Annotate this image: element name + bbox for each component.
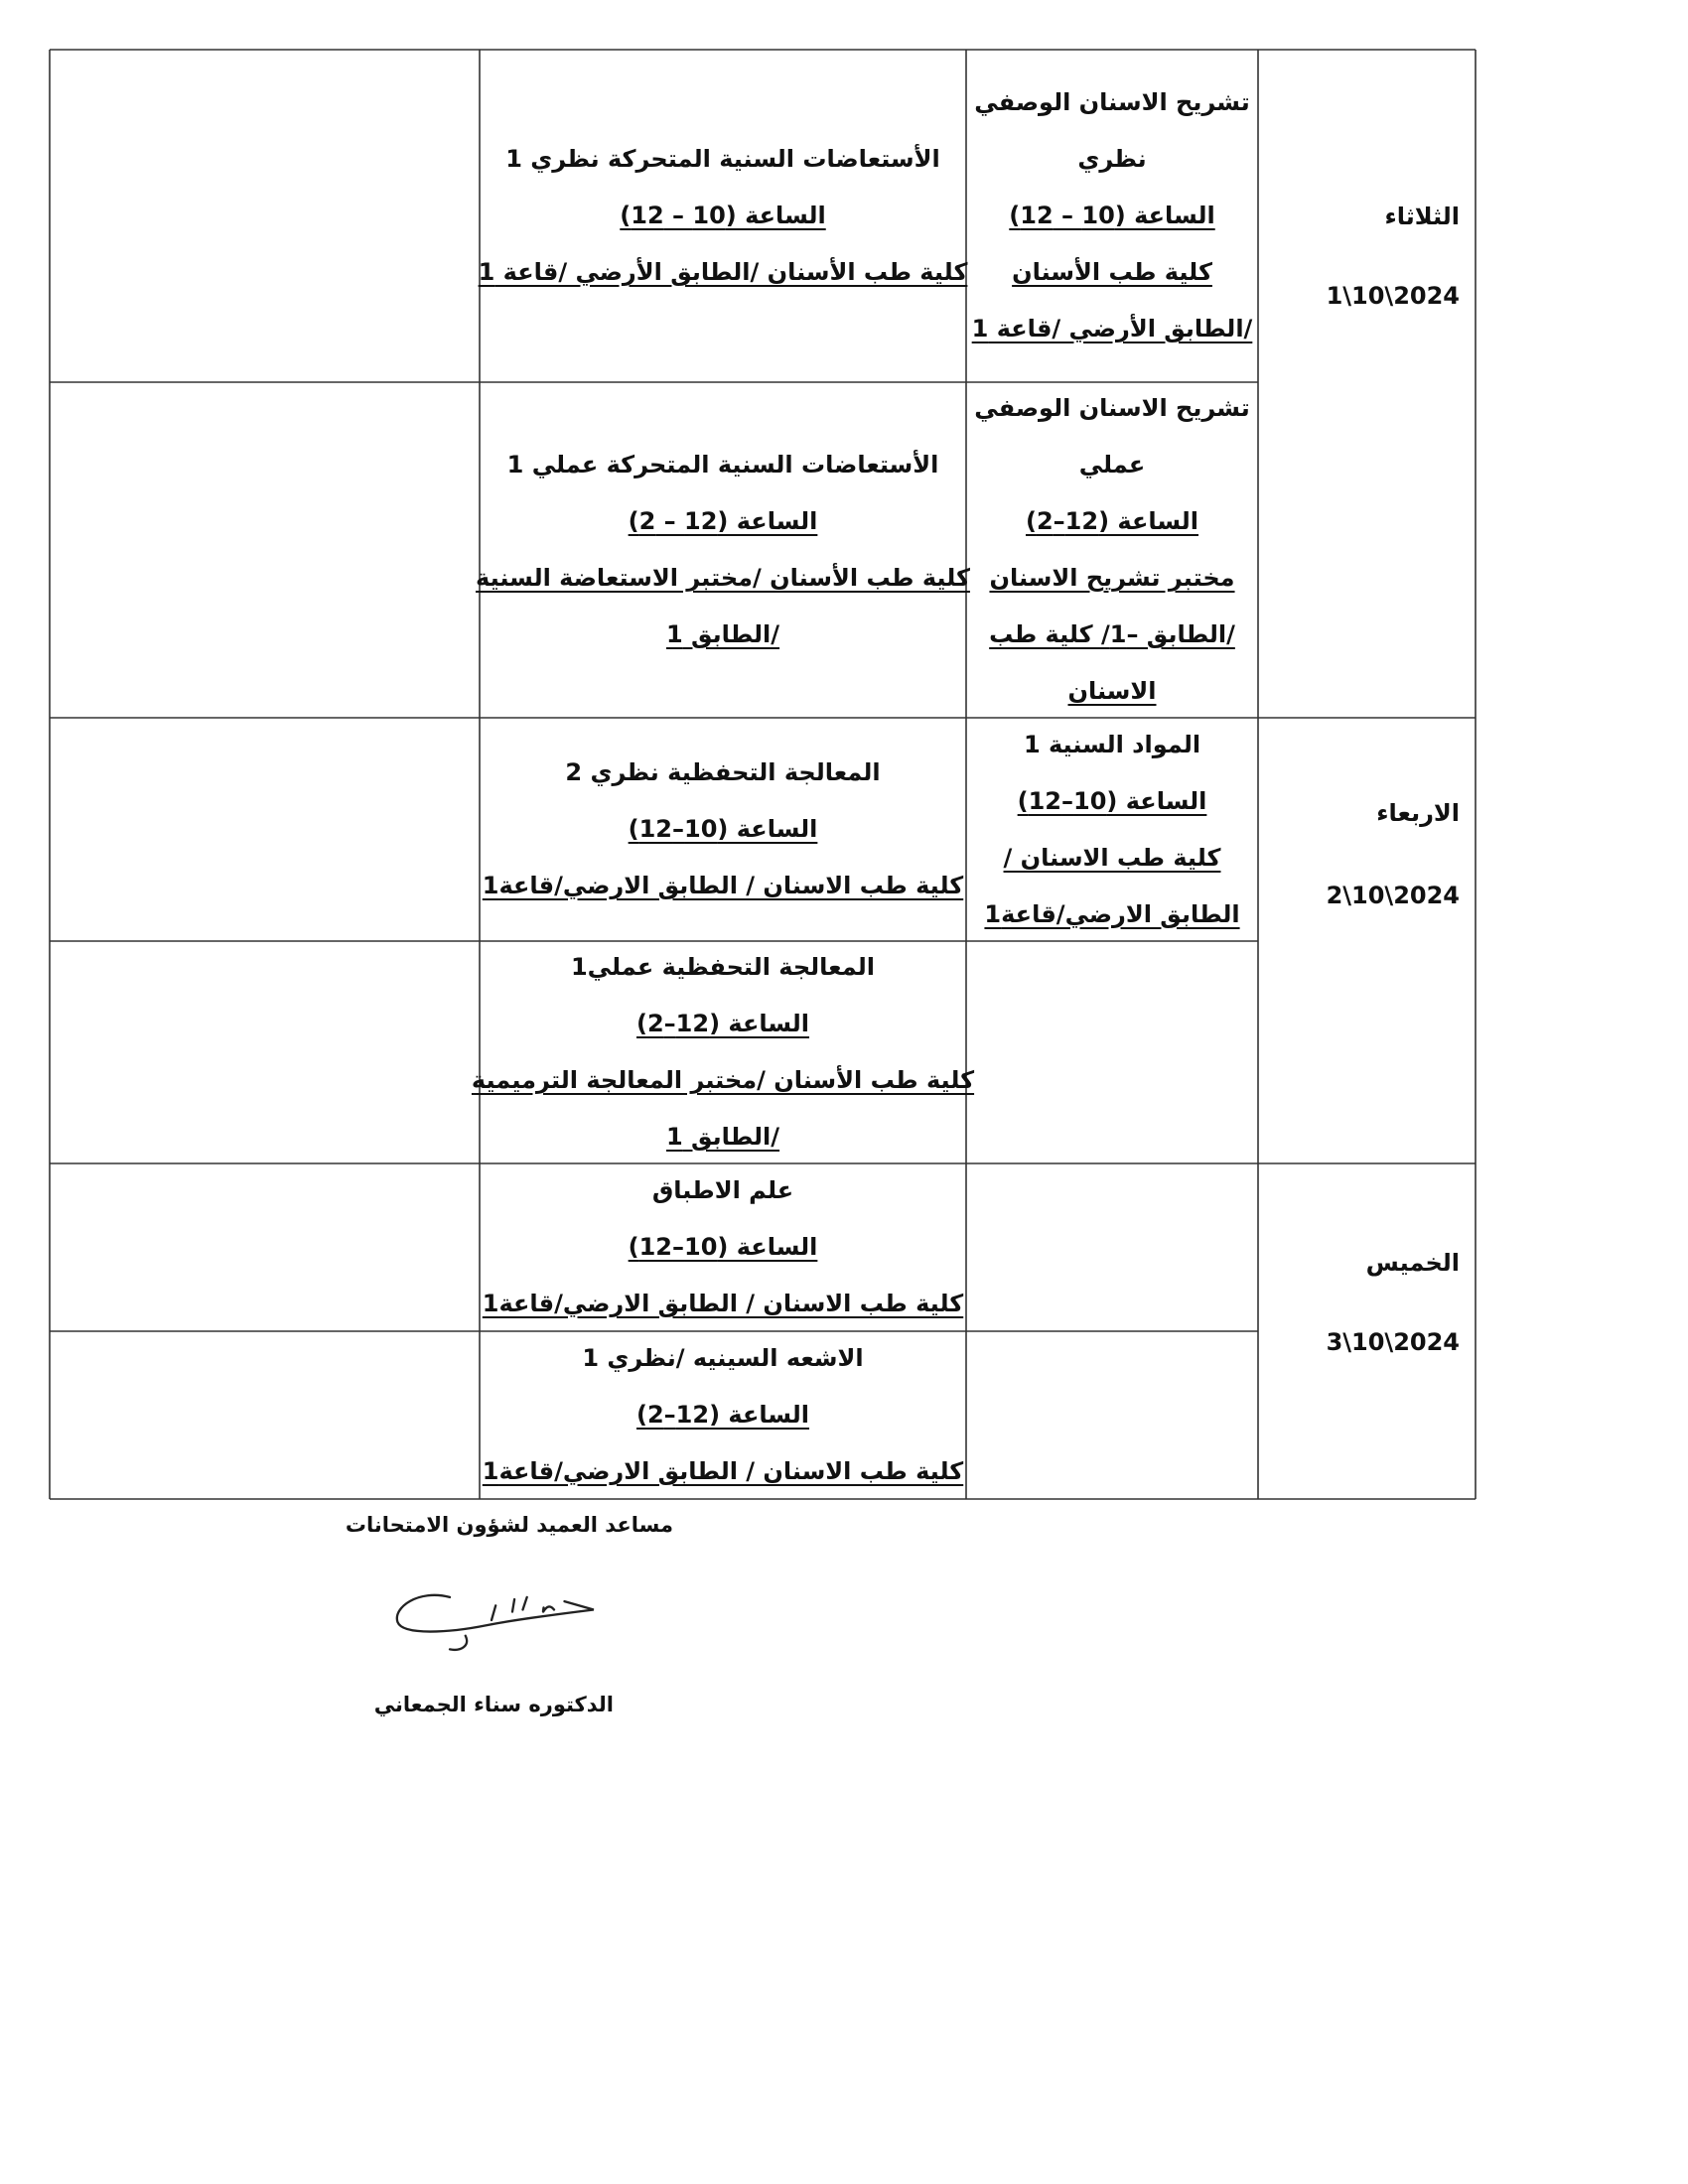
session-title: الأستعاضات السنية المتحركة نظري 1	[505, 145, 940, 173]
session-location: /الطابق 1	[665, 1123, 780, 1151]
day-date: 2\10\2024	[1326, 882, 1460, 909]
session-time: الساعة (10 – 12)	[1009, 202, 1215, 229]
session-location: الاسنان	[1067, 677, 1157, 705]
session-location: كلية طب الاسنان / الطابق الارضي/قاعة1	[482, 1457, 964, 1485]
session-location: كلية طب الاسنان / الطابق الارضي/قاعة1	[482, 872, 964, 899]
session-location: الطابق الارضي/قاعة1	[984, 899, 1240, 928]
footer-title: مساعد العميد لشؤون الامتحانات	[345, 1513, 673, 1537]
session-location: كلية طب الاسنان / الطابق الارضي/قاعة1	[482, 1290, 964, 1317]
day-name: الاربعاء	[1376, 799, 1460, 827]
session-cell	[480, 50, 966, 382]
session-title: تشريح الاسنان الوصفي	[974, 394, 1250, 422]
session-cell	[966, 382, 1258, 718]
session-location: كلية طب الأسنان /مختبر الاستعاضة السنية	[476, 564, 970, 592]
session-title: تشريح الاسنان الوصفي	[974, 88, 1250, 116]
footer-name: الدكتوره سناء الجمعاني	[373, 1693, 614, 1716]
session-location: كلية طب الأسنان /مختبر المعالجة الترميمية	[471, 1066, 975, 1094]
session-title: الأستعاضات السنية المتحركة عملي 1	[506, 451, 939, 478]
session-type: عملي	[1078, 451, 1146, 478]
session-location: كلية طب الأسنان /الطابق الأرضي /قاعة 1	[478, 258, 968, 286]
session-title: المعالجة التحفظية عملي1	[570, 953, 876, 981]
session-cell	[471, 941, 975, 1163]
session-cell	[966, 50, 1258, 382]
session-location: /الطابق الأرضي /قاعة 1	[971, 315, 1253, 342]
session-location: /الطابق –1/ كلية طب	[989, 620, 1235, 648]
session-cell	[480, 718, 966, 941]
session-location: كلية طب الاسنان /	[1003, 843, 1221, 872]
session-title: المعالجة التحفظية نظري 2	[565, 758, 881, 786]
session-title: علم الاطباق	[651, 1176, 794, 1204]
session-time: الساعة (12–2)	[635, 1010, 810, 1037]
session-time: الساعة (10–12)	[1017, 786, 1207, 815]
session-time: الساعة (12–2)	[635, 1401, 810, 1429]
session-cell	[966, 718, 1258, 941]
session-cell	[480, 1163, 966, 1331]
day-name: الثلاثاء	[1384, 203, 1460, 230]
session-cell	[480, 1331, 966, 1499]
session-type: نظري	[1077, 145, 1147, 173]
day-name: الخميس	[1365, 1249, 1460, 1277]
day-date: 3\10\2024	[1326, 1328, 1460, 1356]
day-date: 1\10\2024	[1326, 282, 1460, 310]
session-time: الساعة (10 – 12)	[620, 202, 826, 229]
session-title: الاشعه السينيه /نظري 1	[582, 1344, 864, 1372]
session-location: /الطابق 1	[665, 620, 780, 648]
session-time: الساعة (10–12)	[628, 1233, 818, 1261]
signature-image	[387, 1578, 596, 1662]
session-time: الساعة (10–12)	[628, 815, 818, 843]
session-location: كلية طب الأسنان	[1012, 258, 1212, 286]
session-time: الساعة (12–2)	[1025, 507, 1199, 535]
session-cell	[476, 382, 970, 718]
session-title: المواد السنية 1	[1023, 730, 1201, 758]
session-time: الساعة (12 – 2)	[628, 507, 818, 535]
session-location: مختبر تشريح الاسنان	[989, 564, 1235, 592]
